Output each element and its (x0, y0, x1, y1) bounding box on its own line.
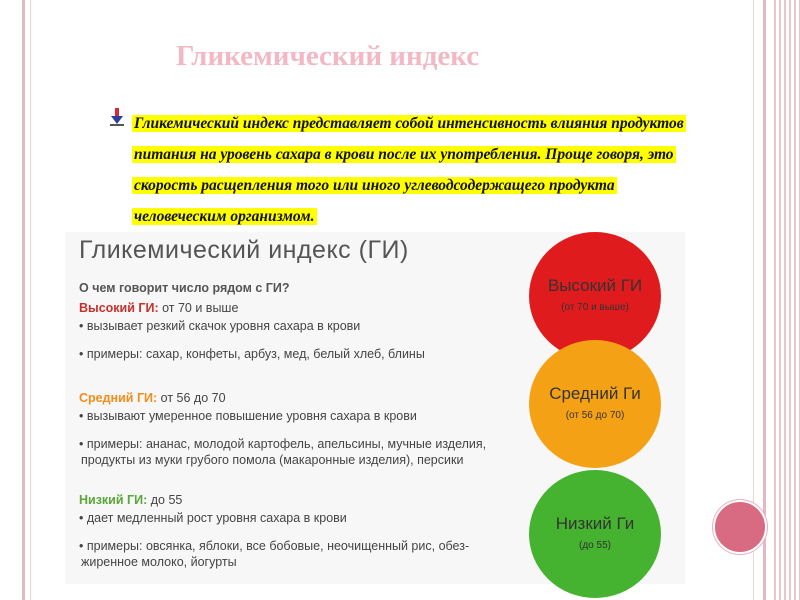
low-gi-group (79, 492, 469, 570)
medium-gi-line: продукты из муки грубого помола (макаронные изделия), персики (81, 453, 464, 467)
high-gi-line: • примеры: сахар, конфеты, арбуз, мед, белый хлеб, блины (79, 347, 425, 361)
medium-gi-line: • примеры: ананас, молодой картофель, апельсины, мучные изделия, (79, 437, 487, 451)
intro-line: Гликемический индекс представляет собой интенсивность влияния продуктов (134, 115, 684, 132)
low-gi-circle-sub: (до 55) (579, 539, 611, 551)
intro-text (132, 108, 684, 232)
low-gi-range: до 55 (147, 493, 183, 507)
slide-title: Гликемический индекс (176, 40, 480, 72)
medium-gi-heading (79, 390, 486, 406)
medium-gi-group (79, 390, 486, 468)
decorative-stripes (774, 0, 800, 600)
panel-question: О чем говорит число рядом с ГИ? (79, 281, 290, 295)
medium-gi-line: • вызывают умеренное повышение уровня сахара в крови (79, 409, 417, 423)
low-gi-heading (79, 492, 469, 508)
intro-line: человеческим организмом. (134, 208, 315, 225)
high-gi-heading (79, 300, 425, 316)
panel-title: Гликемический индекс (ГИ) (79, 236, 409, 264)
intro-line: питания на уровень сахара в крови после их употребления. Проще говоря, это (134, 146, 674, 163)
low-gi-label: Низкий ГИ: (79, 493, 148, 507)
low-gi-line: жиренное молоко, йогурты (81, 555, 237, 569)
high-gi-circle-sub: (от 70 и выше) (561, 301, 629, 313)
decorative-pink-circle (713, 500, 767, 554)
medium-gi-range: от 56 до 70 (157, 391, 226, 405)
low-gi-circle (529, 470, 661, 598)
medium-gi-circle-sub: (от 56 до 70) (565, 409, 625, 421)
low-gi-line: • примеры: овсянка, яблоки, все бобовые, неочищенный рис, обез- (79, 539, 470, 553)
intro-line: скорость расщепления того или иного углеводсодержащего продукта (134, 177, 615, 194)
high-gi-label: Высокий ГИ: (79, 301, 159, 315)
medium-gi-circle (529, 340, 661, 468)
high-gi-range: от 70 и выше (158, 301, 239, 315)
medium-gi-label: Средний ГИ: (79, 391, 158, 405)
medium-gi-circle-title: Средний Ги (549, 383, 641, 403)
high-gi-group (79, 300, 425, 362)
low-gi-line: • дает медленный рост уровня сахара в крови (79, 511, 347, 525)
high-gi-circle-title: Высокий ГИ (547, 275, 643, 295)
high-gi-line: • вызывает резкий скачок уровня сахара в крови (79, 319, 361, 333)
arrow-bullet-icon (110, 108, 124, 126)
gi-infographic-panel (65, 232, 685, 584)
low-gi-circle-title: Низкий Ги (555, 513, 635, 533)
